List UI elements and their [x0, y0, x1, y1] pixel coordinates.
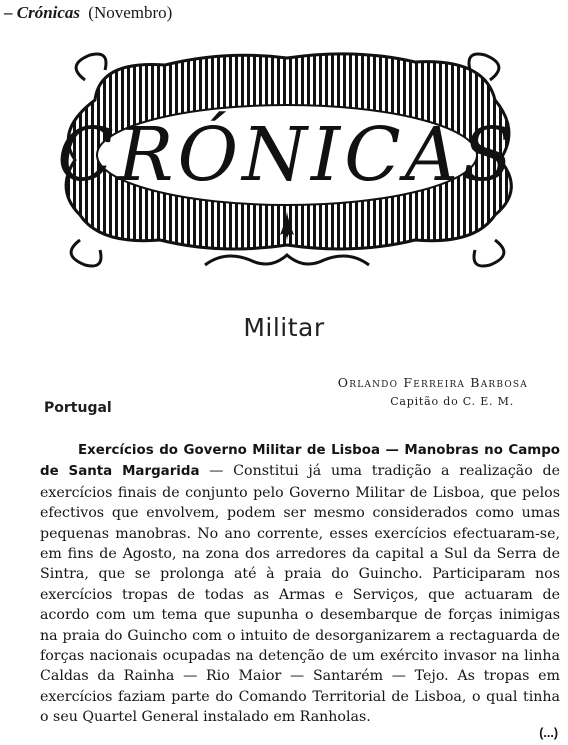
- heading-dash: –: [4, 3, 13, 22]
- banner-lettering: CRÓNICAS: [57, 112, 517, 198]
- page-heading: [4, 3, 172, 23]
- article-paragraph: [40, 440, 560, 728]
- heading-note: (Novembro): [88, 3, 173, 22]
- continuation-mark: (...): [539, 726, 558, 740]
- heading-title: Crónicas: [16, 3, 81, 22]
- article-lead: Exercícios do Governo Militar de Lisboa — Manobras no Campo de Santa Margarida: [40, 443, 560, 480]
- country-heading: Portugal: [44, 400, 112, 416]
- cronicas-banner-illustration: [55, 40, 520, 280]
- author-rank: Capitão do C. E. M.: [390, 395, 514, 408]
- article-body: — Constitui já uma tradição a realização de exercícios finais de conjunto pelo Governo Militar de Lisboa, que pelos efectivos que envolvem, podem ser mesmo considerados como umas pequenas manobras. No ano corrente, esses exercícios efectuaram-se, em fins de Agosto, na zona dos arredores da capital a Sul da Serra de Sintra, que se prolonga até à praia do Guincho. Participaram nos exercícios tropas de todas as Armas e Serviços, que actuaram de acordo com um tema que supunha o desembarque de forças inimigas na praia do Guincho com o intuito de desorganizarem a rectaguarda de forças nacionais ocupadas na detenção de um exército invasor na linha Caldas da Rainha — Rio Maior — Santarém — Tejo. As tropas em exercícios faziam parte do Comando Territorial de Lisboa, o qual tinha o seu Quartel General instalado em Ranholas.: [40, 463, 561, 726]
- author-name: Orlando Ferreira Barbosa: [337, 375, 528, 390]
- section-title: Militar: [243, 313, 325, 342]
- author-block: [338, 373, 528, 411]
